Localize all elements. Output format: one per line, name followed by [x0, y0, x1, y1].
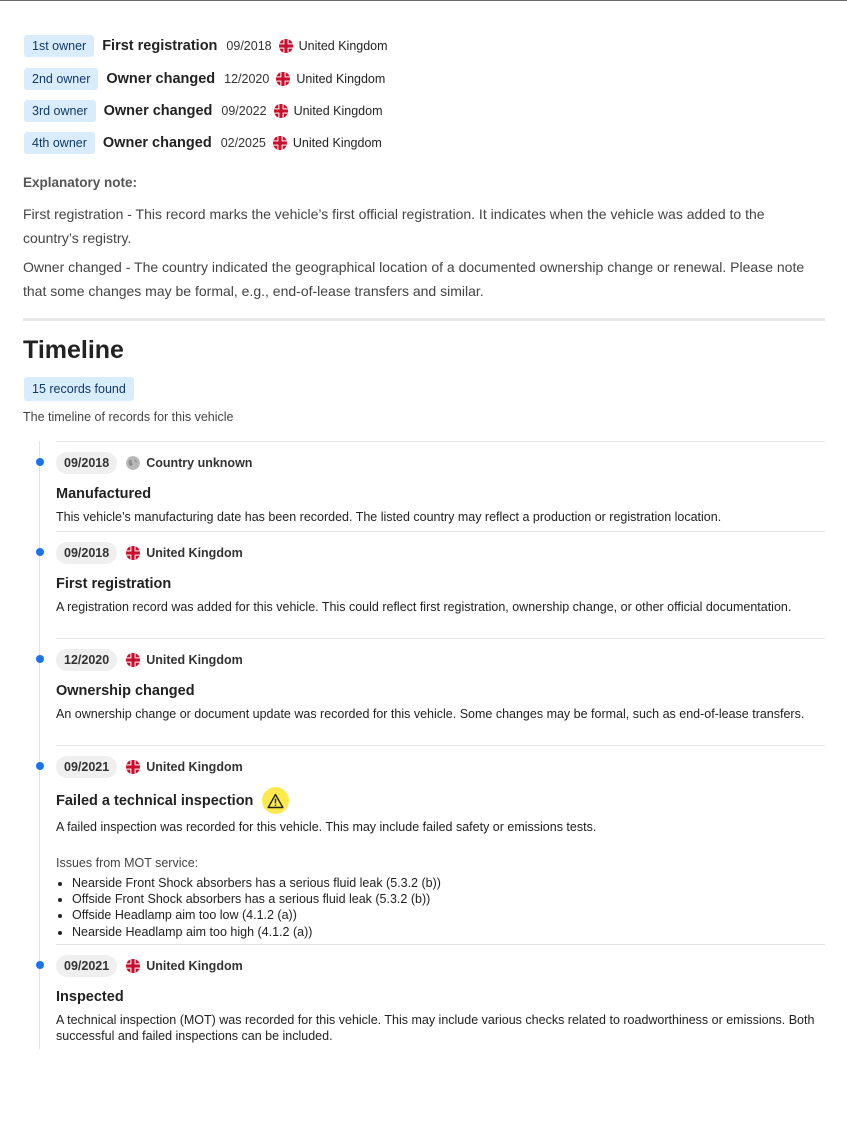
- owner-event: First registration: [102, 38, 218, 55]
- uk-flag-icon: [126, 546, 140, 560]
- owner-badge: 3rd owner: [24, 100, 96, 122]
- owner-event: Owner changed: [106, 70, 216, 87]
- record-description: A technical inspection (MOT) was recorded for this vehicle. This may include various checks related to roadworthiness or emissions. Both successful and failed inspections can be included.: [56, 1013, 815, 1043]
- owner-country: United Kingdom: [296, 71, 386, 86]
- record-country: United Kingdom: [146, 760, 243, 774]
- timeline-record: [56, 745, 825, 944]
- owner-history: [24, 30, 388, 160]
- uk-flag-icon: [126, 959, 140, 973]
- owner-row: [24, 127, 388, 159]
- owner-badge: 2nd owner: [24, 68, 98, 90]
- record-description: An ownership change or document update was recorded for this vehicle. Some changes may be formal, such as end-of-lease transfers.: [56, 707, 805, 721]
- owner-country: United Kingdom: [293, 103, 383, 118]
- record-description: A failed inspection was recorded for this vehicle. This may include failed safety or emissions tests.: [56, 820, 597, 834]
- owner-row: [24, 30, 388, 62]
- timeline-dot: [36, 961, 44, 969]
- issues-list: [72, 875, 441, 940]
- record-description: A registration record was added for this vehicle. This could reflect first registration, ownership change, or other official documentation.: [56, 600, 792, 614]
- record-title: Inspected: [56, 989, 124, 1005]
- uk-flag-icon: [274, 104, 288, 118]
- record-title: Manufactured: [56, 486, 152, 502]
- record-country: United Kingdom: [146, 546, 243, 560]
- list-item: • Nearside Front Shock absorbers has a serious fluid leak (5.3.2 (b)): [72, 875, 441, 891]
- issues-label: Issues from MOT service:: [56, 856, 199, 870]
- owner-row: [24, 62, 388, 94]
- timeline-dot: [36, 458, 44, 466]
- record-date: 09/2018: [56, 452, 117, 474]
- owner-row: [24, 95, 388, 127]
- list-item: • Nearside Headlamp aim too high (4.1.2 (a)): [72, 924, 441, 940]
- owner-country: United Kingdom: [298, 39, 388, 54]
- record-country: United Kingdom: [146, 653, 243, 667]
- globe-icon: [126, 456, 140, 470]
- explanatory-note-heading: Explanatory note:: [23, 175, 138, 190]
- record-date: 09/2018: [56, 542, 117, 564]
- list-item: • Offside Front Shock absorbers has a serious fluid leak (5.3.2 (b)): [72, 891, 441, 907]
- note-owner-changed: Owner changed - The country indicated the geographical location of a documented ownership change or renewal. Please note that some changes may be formal, e.g., end-of-lease transfers and similar.: [23, 259, 805, 299]
- section-divider: [23, 318, 825, 321]
- record-date: 12/2020: [56, 649, 117, 671]
- record-date: 09/2021: [56, 955, 117, 977]
- owner-badge: 4th owner: [24, 132, 95, 154]
- owner-date: 09/2018: [226, 39, 272, 54]
- timeline-dot: [36, 655, 44, 663]
- record-country: Country unknown: [146, 456, 253, 470]
- top-divider: [0, 0, 847, 1]
- list-item: • Offside Headlamp aim too low (4.1.2 (a)): [72, 907, 441, 923]
- owner-date: 02/2025: [220, 136, 266, 151]
- timeline-rail: [39, 441, 40, 1049]
- record-title: Ownership changed: [56, 683, 195, 699]
- owner-date: 12/2020: [224, 71, 270, 86]
- note-first-registration: First registration - This record marks the vehicle’s first official registration. It indicates when the vehicle was added to the country’s registry.: [23, 206, 765, 246]
- uk-flag-icon: [126, 760, 140, 774]
- records-count-badge: 15 records found: [24, 377, 134, 401]
- record-title: First registration: [56, 576, 172, 592]
- owner-event: Owner changed: [102, 135, 212, 152]
- timeline-dot: [36, 548, 44, 556]
- record-country: United Kingdom: [146, 959, 243, 973]
- record-date: 09/2021: [56, 756, 117, 778]
- timeline-dot: [36, 762, 44, 770]
- owner-date: 09/2022: [221, 103, 267, 118]
- timeline-record: [56, 531, 825, 638]
- record-title: Failed a technical inspection: [56, 792, 254, 809]
- timeline-subtitle: The timeline of records for this vehicle: [23, 410, 234, 424]
- record-title-row: [56, 787, 289, 814]
- warning-triangle-icon: [262, 787, 289, 814]
- owner-badge: 1st owner: [24, 35, 94, 57]
- timeline-record: [56, 441, 825, 531]
- timeline-record: [56, 638, 825, 745]
- uk-flag-icon: [126, 653, 140, 667]
- uk-flag-icon: [276, 72, 290, 86]
- timeline-record: [56, 944, 825, 1049]
- owner-event: Owner changed: [103, 102, 213, 119]
- owner-country: United Kingdom: [292, 136, 382, 151]
- timeline-title: Timeline: [23, 336, 124, 364]
- record-description: This vehicle’s manufacturing date has been recorded. The listed country may reflect a production or registration location.: [56, 510, 722, 524]
- uk-flag-icon: [273, 136, 287, 150]
- uk-flag-icon: [279, 39, 293, 53]
